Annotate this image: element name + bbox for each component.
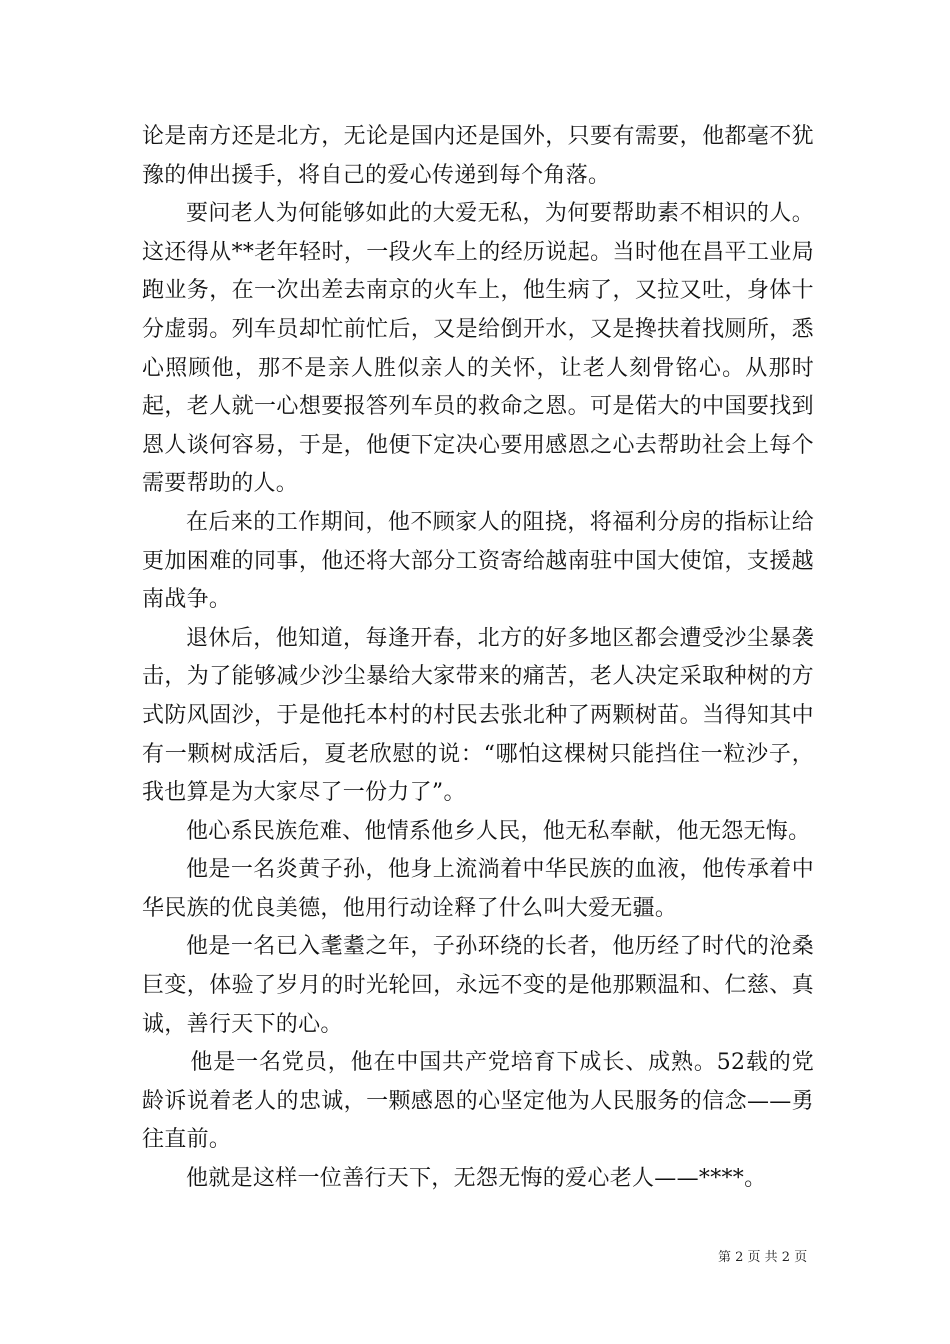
paragraph-work-period: 在后来的工作期间，他不顾家人的阻挠，将福利分房的指标让给更加困难的同事，他还将大部分工资寄给越南驻中国大使馆，支援越南战争。: [142, 509, 814, 613]
paragraph-party-member: 他是一名党员，他在中国共产党培育下成长、成熟。52载的党龄诉说着老人的忠诚，一颗感恩的心坚定他为人民服务的信念——勇往直前。: [142, 1050, 814, 1153]
paragraph-elder: 他是一名已入耄耋之年，子孙环绕的长者，他历经了时代的沧桑巨变，体验了岁月的时光轮回，永远不变的是他那颗温和、仁慈、真诚，善行天下的心。: [142, 934, 814, 1037]
document-body: [142, 118, 814, 1199]
paragraph-conclusion: 他就是这样一位善行天下，无怨无悔的爱心老人——****。: [186, 1166, 767, 1192]
paragraph-descendant: 他是一名炎黄子孙，他身上流淌着中华民族的血液，他传承着中华民族的优良美德，他用行动诠释了什么叫大爱无疆。: [142, 857, 814, 921]
paragraph-origin-story: 要问老人为何能够如此的大爱无私，为何要帮助素不相识的人。这还得从**老年轻时，一段火车上的经历说起。当时他在昌平工业局跑业务，在一次出差去南京的火车上，他生病了，又拉又吐，身体十分虚弱。列车员却忙前忙后，又是给倒开水，又是搀扶着找厕所，悉心照顾他，那不是亲人胜似亲人的关怀，让老人刻骨铭心。从那时起，老人就一心想要报答列车员的救命之恩。可是偌大的中国要找到恩人谈何容易，于是，他便下定决心要用感恩之心去帮助社会上每个需要帮助的人。: [142, 201, 814, 497]
paragraph-retirement-trees: 退休后，他知道，每逢开春，北方的好多地区都会遭受沙尘暴袭击，为了能够减少沙尘暴给大家带来的痛苦，老人决定采取种树的方式防风固沙，于是他托本村的村民去张北种了两颗树苗。当得知其中有一颗树成活后，夏老欣慰的说：“哪怕这棵树只能挡住一粒沙子，我也算是为大家尽了一份力了”。: [142, 625, 814, 806]
paragraph-continuation: 论是南方还是北方，无论是国内还是国外，只要有需要，他都毫不犹豫的伸出援手，将自己的爱心传递到每个角落。: [142, 124, 814, 188]
paragraph-dedication: 他心系民族危难、他情系他乡人民，他无私奉献，他无怨无悔。: [186, 818, 811, 844]
page-number-footer: 第 2 页 共 2 页: [718, 1250, 808, 1265]
